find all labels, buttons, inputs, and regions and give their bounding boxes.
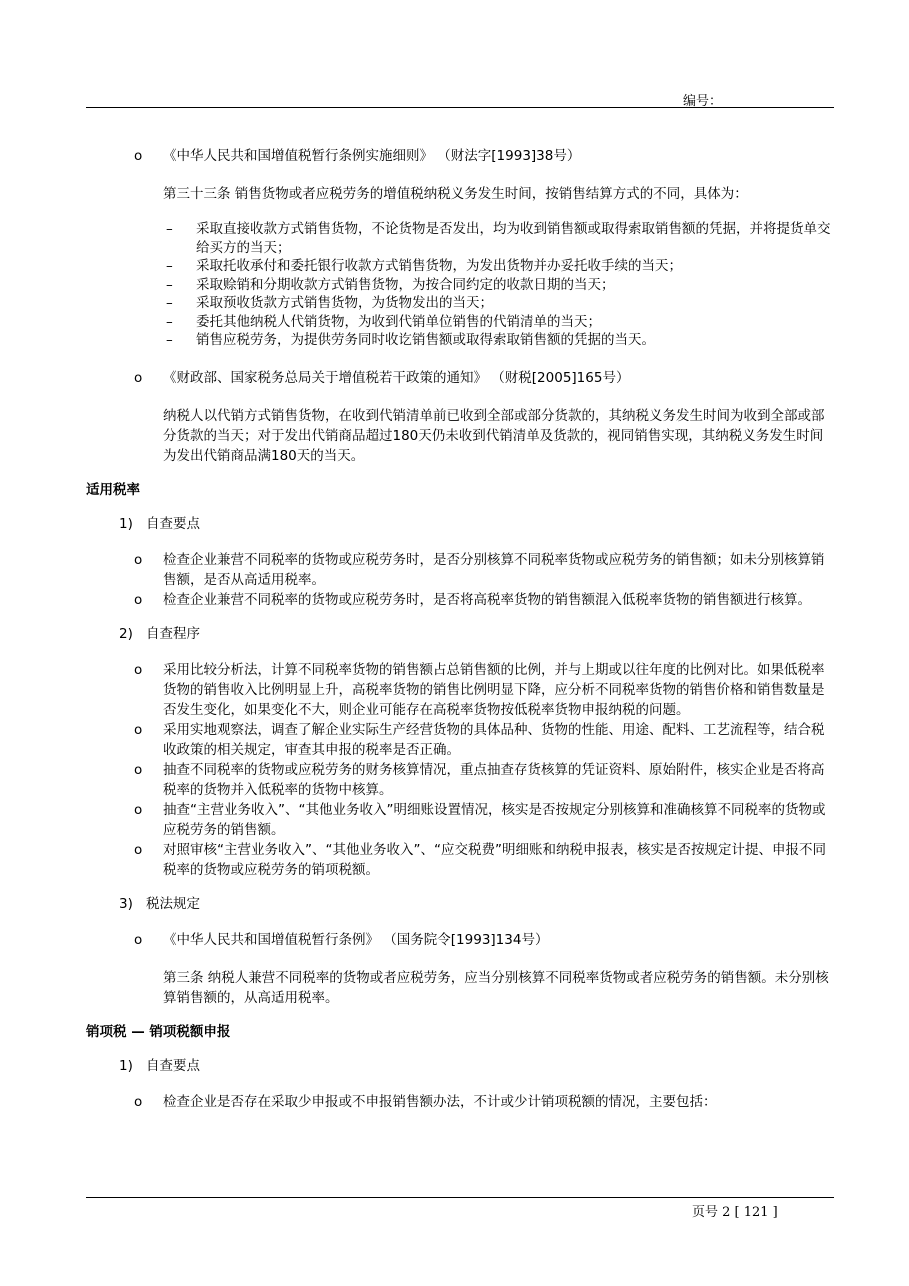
numbered-heading — [86, 1056, 834, 1076]
section-heading: 适用税率 — [86, 481, 140, 498]
item-label: 自查程序 — [146, 625, 200, 642]
source-citation: o 《财政部、国家税务总局关于增值税若干政策的通知》 （财税[2005]165号） — [86, 368, 834, 388]
list-item: o 检查企业兼营不同税率的货物或应税劳务时，是否将高税率货物的销售额混入低税率货物的销售额进行核算。 — [86, 590, 834, 610]
doc-number-label: 编号： — [683, 94, 723, 109]
item-number: 1) — [119, 515, 133, 532]
numbered-heading — [86, 514, 834, 534]
footer-rule — [86, 1197, 834, 1198]
article-text: 第三十三条 销售货物或者应税劳务的增值税纳税义务发生时间，按销售结算方式的不同，具体为： — [163, 186, 748, 202]
list-item: o 抽查“主营业务收入”、“其他业务收入”明细账设置情况，核实是否按规定分别核算和准确核算不同税率的货物或应税劳务的销售额。 — [86, 800, 834, 840]
list-item: o 采用实地观察法，调查了解企业实际生产经营货物的具体品种、货物的性能、用途、配料、工艺流程等，结合税收政策的相关规定，审查其申报的税率是否正确。 — [86, 720, 834, 760]
item-label: 自查要点 — [146, 1057, 200, 1074]
list-item: – 采取赊销和分期收款方式销售货物，为按合同约定的收款日期的当天； — [86, 276, 834, 295]
item-number: 1) — [119, 1057, 133, 1074]
list-item: – 采取托收承付和委托银行收款方式销售货物，为发出货物并办妥托收手续的当天； — [86, 257, 834, 276]
list-item: o 采用比较分析法，计算不同税率货物的销售额占总销售额的比例，并与上期或以往年度的比例对比。如果低税率货物的销售收入比例明显上升，高税率货物的销售比例明显下降，应分析不同税率货物的销售价格和销售数量是否发生变化，如果变化不大，则企业可能存在高税率货物按低税率货物申报纳税的问题。 — [86, 660, 834, 720]
list-item: – 采取直接收款方式销售货物，不论货物是否发出，均为收到销售额或取得索取销售额的凭据，并将提货单交给买方的当天； — [86, 220, 834, 257]
item-label: 自查要点 — [146, 515, 200, 532]
dash-list — [86, 220, 834, 350]
numbered-heading — [86, 624, 834, 644]
article-text: 第三条 纳税人兼营不同税率的货物或者应税劳务，应当分别核算不同税率货物或者应税劳务的销售额。未分别核算销售额的，从高适用税率。 — [163, 969, 829, 1006]
numbered-heading — [86, 894, 834, 914]
list-item: o 对照审核“主营业务收入”、“其他业务收入”、“应交税费”明细账和纳税申报表，核实是否按规定计提、申报不同税率的货物或应税劳务的销项税额。 — [86, 840, 834, 880]
page-number: 页号 2 [ 121 ] — [692, 1205, 778, 1220]
header-rule — [86, 107, 834, 108]
article-text: 纳税人以代销方式销售货物，在收到代销清单前已收到全部或部分货款的，其纳税义务发生时间为收到全部或部分货款的当天；对于发出代销商品超过180天仍未收到代销清单及货款的，视同销售实现，其纳税义务发生时间为发出代销商品满180天的当天。 — [163, 407, 825, 464]
item-number: 2) — [119, 625, 133, 642]
item-number: 3) — [119, 895, 133, 912]
source-citation: o 《中华人民共和国增值税暂行条例实施细则》 （财法字[1993]38号） — [86, 146, 834, 166]
list-item: o 检查企业是否存在采取少申报或不申报销售额办法，不计或少计销项税额的情况，主要包括： — [86, 1092, 834, 1112]
list-item: – 委托其他纳税人代销货物，为收到代销单位销售的代销清单的当天； — [86, 313, 834, 332]
source-citation: o 《中华人民共和国增值税暂行条例》 （国务院令[1993]134号） — [86, 930, 834, 950]
list-item: – 销售应税劳务，为提供劳务同时收讫销售额或取得索取销售额的凭据的当天。 — [86, 331, 834, 350]
list-item: – 采取预收货款方式销售货物，为货物发出的当天； — [86, 294, 834, 313]
list-item: o 抽查不同税率的货物或应税劳务的财务核算情况，重点抽查存货核算的凭证资料、原始附件，核实企业是否将高税率的货物并入低税率的货物中核算。 — [86, 760, 834, 800]
section-heading: 销项税 — 销项税额申报 — [86, 1023, 231, 1040]
list-item: o 检查企业兼营不同税率的货物或应税劳务时，是否分别核算不同税率货物或应税劳务的销售额；如未分别核算销售额，是否从高适用税率。 — [86, 550, 834, 590]
document-body — [86, 146, 834, 1112]
item-label: 税法规定 — [146, 895, 200, 912]
